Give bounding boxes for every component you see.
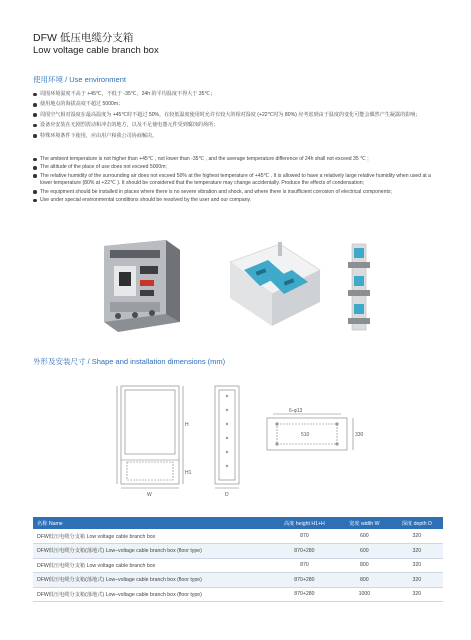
env-cn-list bbox=[33, 91, 443, 140]
bullet-icon bbox=[33, 113, 37, 117]
list-item: The altitude of the place of use does not exceed 5000m; bbox=[33, 164, 443, 171]
table-row: DFW低压电缆分支箱(落地式) Low–voltage cable branch box (floor type) 870+280 1000 320 bbox=[33, 587, 443, 602]
title-cn: DFW 低压电缆分支箱 bbox=[33, 32, 134, 44]
bullet-icon bbox=[33, 124, 37, 128]
bullet-icon bbox=[33, 190, 37, 194]
list-item: The relative humidity of the surrounding air does not exceed 50% at the highest temperature of +45℃ . It is allowed to have a relatively large relative humidity when used at a lower temperature (80% at +22℃ ). It should be considered that the temperature may change accidentally. Produce the effects of condensation; bbox=[33, 173, 443, 188]
dim-label-holes: 6-φ13 bbox=[289, 408, 303, 414]
list-item: 周围环境温度不高于 +45℃，不低于 -35℃，24h 的平均温度不得大于 35℃； bbox=[33, 91, 443, 98]
bullet-icon bbox=[33, 174, 37, 178]
dim-label-w: W bbox=[147, 492, 152, 498]
list-item: 设备应安装在无剧烈震动和冲击的地方，以及不足使电器元件受到腐蚀的场所； bbox=[33, 122, 443, 129]
list-item: 周围空气相对湿度在最高温度为 +45℃时不超过 50%，在较低温度使用时允许有较大的相对湿度 (+22℃时为 80%) 应考虑到由于温度的变化可能会偶然产生凝露的影响； bbox=[33, 112, 443, 119]
bullet-icon bbox=[33, 199, 37, 203]
table-row: DFW低压电缆分支箱 Low voltage cable branch box 870 800 320 bbox=[33, 558, 443, 573]
table-header-row bbox=[33, 517, 443, 529]
dim-label-h1: H1 bbox=[185, 470, 192, 476]
fuse-switch-image bbox=[222, 240, 324, 332]
env-section-title: 使用环境 / Use environment bbox=[33, 75, 126, 84]
env-en-list bbox=[33, 156, 443, 204]
bullet-icon bbox=[33, 166, 37, 170]
dim-label-510: 510 bbox=[301, 432, 310, 438]
list-item: Use under special environmental conditions should be resolved by the user and our company. bbox=[33, 197, 443, 204]
col-depth-header: 深度 depth D bbox=[391, 517, 443, 529]
bullet-icon bbox=[33, 134, 37, 138]
dimension-drawing bbox=[33, 380, 443, 500]
dim-label-330: 330 bbox=[355, 432, 364, 438]
title-en: Low voltage cable branch box bbox=[33, 45, 159, 56]
list-item: 特殊环境条件下使用，应由用户和我公司协商解决。 bbox=[33, 133, 443, 140]
table-row: DFW低压电缆分支箱 Low voltage cable branch box 870 600 320 bbox=[33, 529, 443, 544]
spec-table bbox=[33, 517, 443, 602]
dim-label-h: H bbox=[185, 422, 189, 428]
col-width-header: 宽度 width W bbox=[338, 517, 391, 529]
dim-label-d: D bbox=[225, 492, 229, 498]
bullet-icon bbox=[33, 93, 37, 97]
page-header bbox=[33, 32, 159, 57]
list-item: The ambient temperature is not higher than +45℃ , not lower than -35℃ , and the average temperature difference of 24h shall not exceed 35 ℃ ; bbox=[33, 156, 443, 163]
col-name-header: 名称 Name bbox=[33, 517, 271, 529]
table-row: DFW低压电缆分支箱(落地式) Low–voltage cable branch box (floor type) 870+280 600 320 bbox=[33, 544, 443, 559]
col-height-header: 高度 height H1+H bbox=[271, 517, 338, 529]
bullet-icon bbox=[33, 158, 37, 162]
bullet-icon bbox=[33, 103, 37, 107]
list-item: The equipment should be installed in places where there is no severe vibration and shock, and where there is insufficient corrosion of electrical components; bbox=[33, 189, 443, 196]
circuit-breaker-image bbox=[96, 236, 184, 336]
table-row: DFW低压电缆分支箱(落地式) Low–voltage cable branch box (floor type) 870+280 800 320 bbox=[33, 573, 443, 588]
list-item: 使用地点的海拔高度不超过 5000m； bbox=[33, 101, 443, 108]
fuse-rail-image bbox=[340, 242, 380, 332]
dims-section-title: 外形及安装尺寸 / Shape and installation dimensions (mm) bbox=[33, 357, 226, 366]
